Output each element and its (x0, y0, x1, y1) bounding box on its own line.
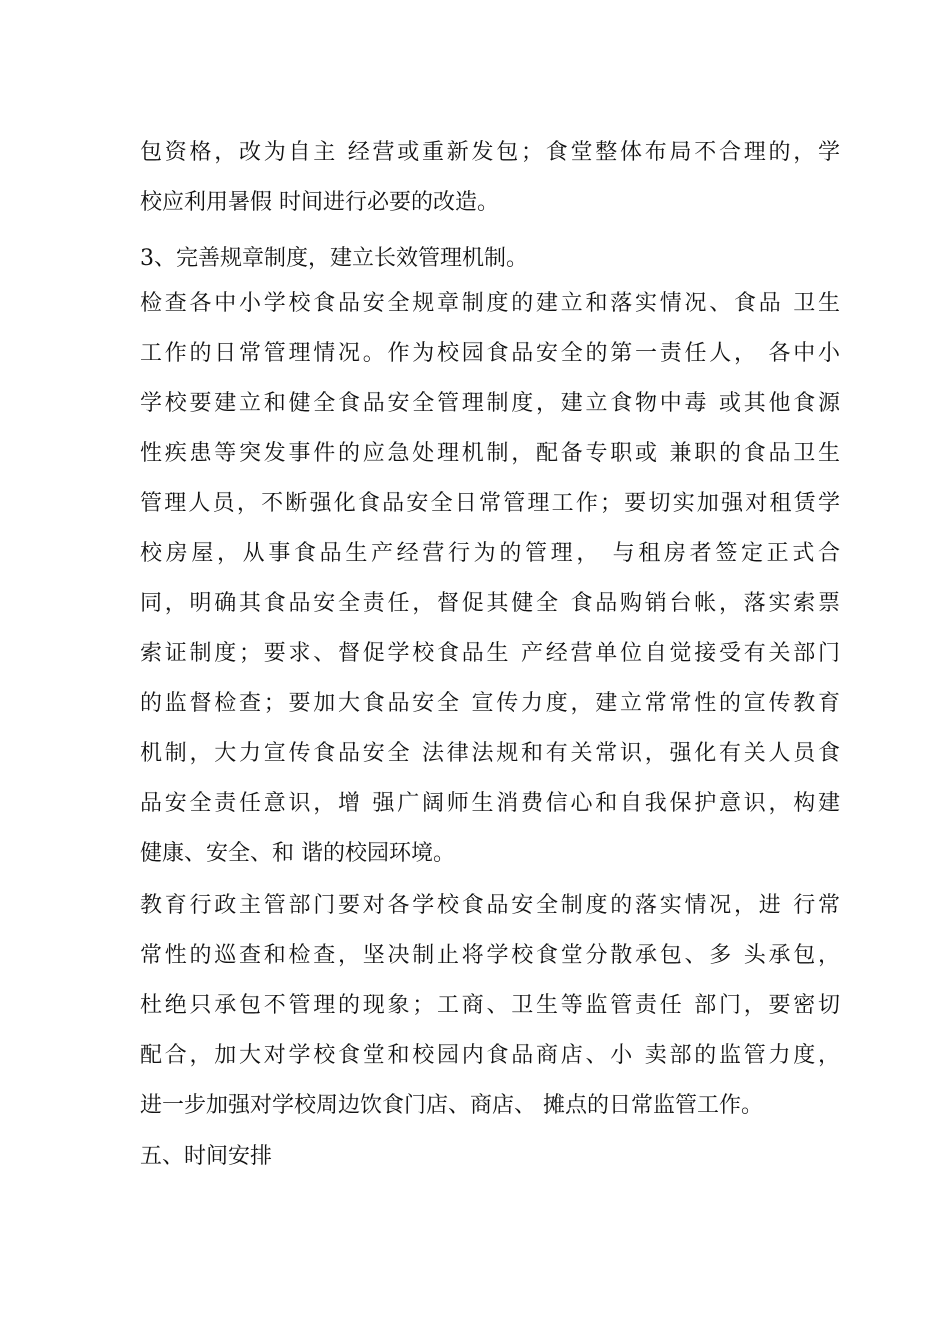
text-line: 校应利用暑假 时间进行必要的改造。 (140, 190, 499, 215)
text-line: 同，明确其食品安全责任，督促其健全 食品购销台帐，落实索票 (140, 591, 840, 616)
text-line: 杜绝只承包不管理的现象；工商、卫生等监管责任 部门，要密切 (140, 993, 840, 1018)
text-line: 机制，大力宣传食品安全 法律法规和有关常识，强化有关人员食 (140, 741, 840, 766)
section-heading: 五、时间安排 (140, 1144, 273, 1169)
text-line: 进一步加强对学校周边饮食门店、商店、 摊点的日常监管工作。 (140, 1093, 763, 1118)
text-line: 性疾患等突发事件的应急处理机制，配备专职或 兼职的食品卫生 (140, 441, 840, 466)
text-line: 健康、安全、和 谐的校园环境。 (140, 841, 455, 866)
section-heading: 3、完善规章制度，建立长效管理机制。 (140, 246, 528, 271)
text-line: 学校要建立和健全食品安全管理制度，建立食物中毒 或其他食源 (140, 391, 840, 416)
text-line: 包资格，改为自主 经营或重新发包；食堂整体布局不合理的，学 (140, 140, 840, 165)
text-line: 校房屋，从事食品生产经营行为的管理， 与租房者签定正式合 (140, 541, 840, 566)
text-line: 常性的巡查和检查，坚决制止将学校食堂分散承包、多 头承包， (140, 943, 840, 968)
text-line: 索证制度；要求、督促学校食品生 产经营单位自觉接受有关部门 (140, 641, 840, 666)
text-line: 配合，加大对学校食堂和校园内食品商店、小 卖部的监管力度， (140, 1043, 840, 1068)
text-line: 教育行政主管部门要对各学校食品安全制度的落实情况，进 行常 (140, 893, 840, 918)
text-line: 品安全责任意识，增 强广阔师生消费信心和自我保护意识，构建 (140, 791, 840, 816)
text-line: 的监督检查；要加大食品安全 宣传力度，建立常常性的宣传教育 (140, 691, 840, 716)
text-line: 检查各中小学校食品安全规章制度的建立和落实情况、食品 卫生 (140, 291, 840, 316)
text-line: 管理人员，不断强化食品安全日常管理工作；要切实加强对租赁学 (140, 491, 840, 516)
text-line: 工作的日常管理情况。作为校园食品安全的第一责任人， 各中小 (140, 341, 840, 366)
